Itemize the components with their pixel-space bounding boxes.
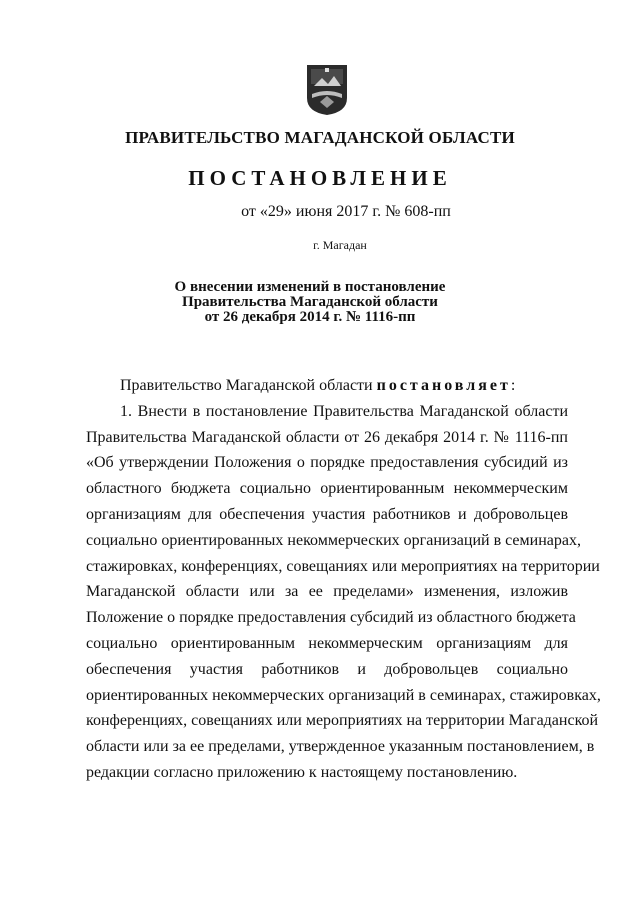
body-line: организациям для обеспечения участия работников и добровольцев <box>86 505 568 523</box>
body-line: стажировках, конференциях, совещаниях или мероприятиях на территории <box>86 557 600 575</box>
subject-line: Правительства Магаданской области <box>182 294 438 310</box>
body-line: редакции согласно приложению к настоящему постановлению. <box>86 763 518 781</box>
government-name: ПРАВИТЕЛЬСТВО МАГАДАНСКОЙ ОБЛАСТИ <box>125 128 515 147</box>
subject-line: от 26 декабря 2014 г. № 1116-пп <box>204 309 416 325</box>
body-line: социально ориентированных некоммерческих организаций в семинарах, <box>86 531 581 549</box>
body-line: Правительства Магаданской области от 26 декабря 2014 г. № 1116-пп <box>86 428 568 446</box>
document-date-number: от «29» июня 2017 г. № 608-пп <box>241 203 451 220</box>
document-type: ПОСТАНОВЛЕНИЕ <box>188 166 452 190</box>
body-line: конференциях, совещаниях или мероприятиях на территории Магаданской <box>86 712 599 730</box>
body-line: ориентированных некоммерческих организаций в семинарах, стажировках, <box>86 686 601 704</box>
preamble <box>86 373 568 399</box>
city-name: г. Магадан <box>313 238 367 252</box>
body-line: «Об утверждении Положения о порядке предоставления субсидий из <box>86 454 568 472</box>
body-line: области или за ее пределами, утвержденное указанным постановлением, в <box>86 738 595 756</box>
document-subject <box>130 280 490 325</box>
body-line: социально ориентированным некоммерческим организациям для <box>86 634 568 652</box>
coat-of-arms-icon <box>306 64 348 116</box>
preamble-start: Правительство Магаданской области <box>120 377 377 394</box>
body-line: областного бюджета социально ориентированным некоммерческим <box>86 480 568 498</box>
preamble-verb: постановляет <box>376 377 511 394</box>
preamble-end: : <box>510 377 516 394</box>
body-line: обеспечения участия работников и добровольцев социально <box>86 660 568 678</box>
body-line: Магаданской области или за ее пределами» изменения, изложив <box>86 583 568 601</box>
document-body <box>86 373 601 786</box>
subject-line: О внесении изменений в постановление <box>174 279 446 295</box>
body-line: Положение о порядке предоставления субсидий из областного бюджета <box>86 609 576 627</box>
body-line: 1. Внести в постановление Правительства Магаданской области <box>120 402 568 420</box>
